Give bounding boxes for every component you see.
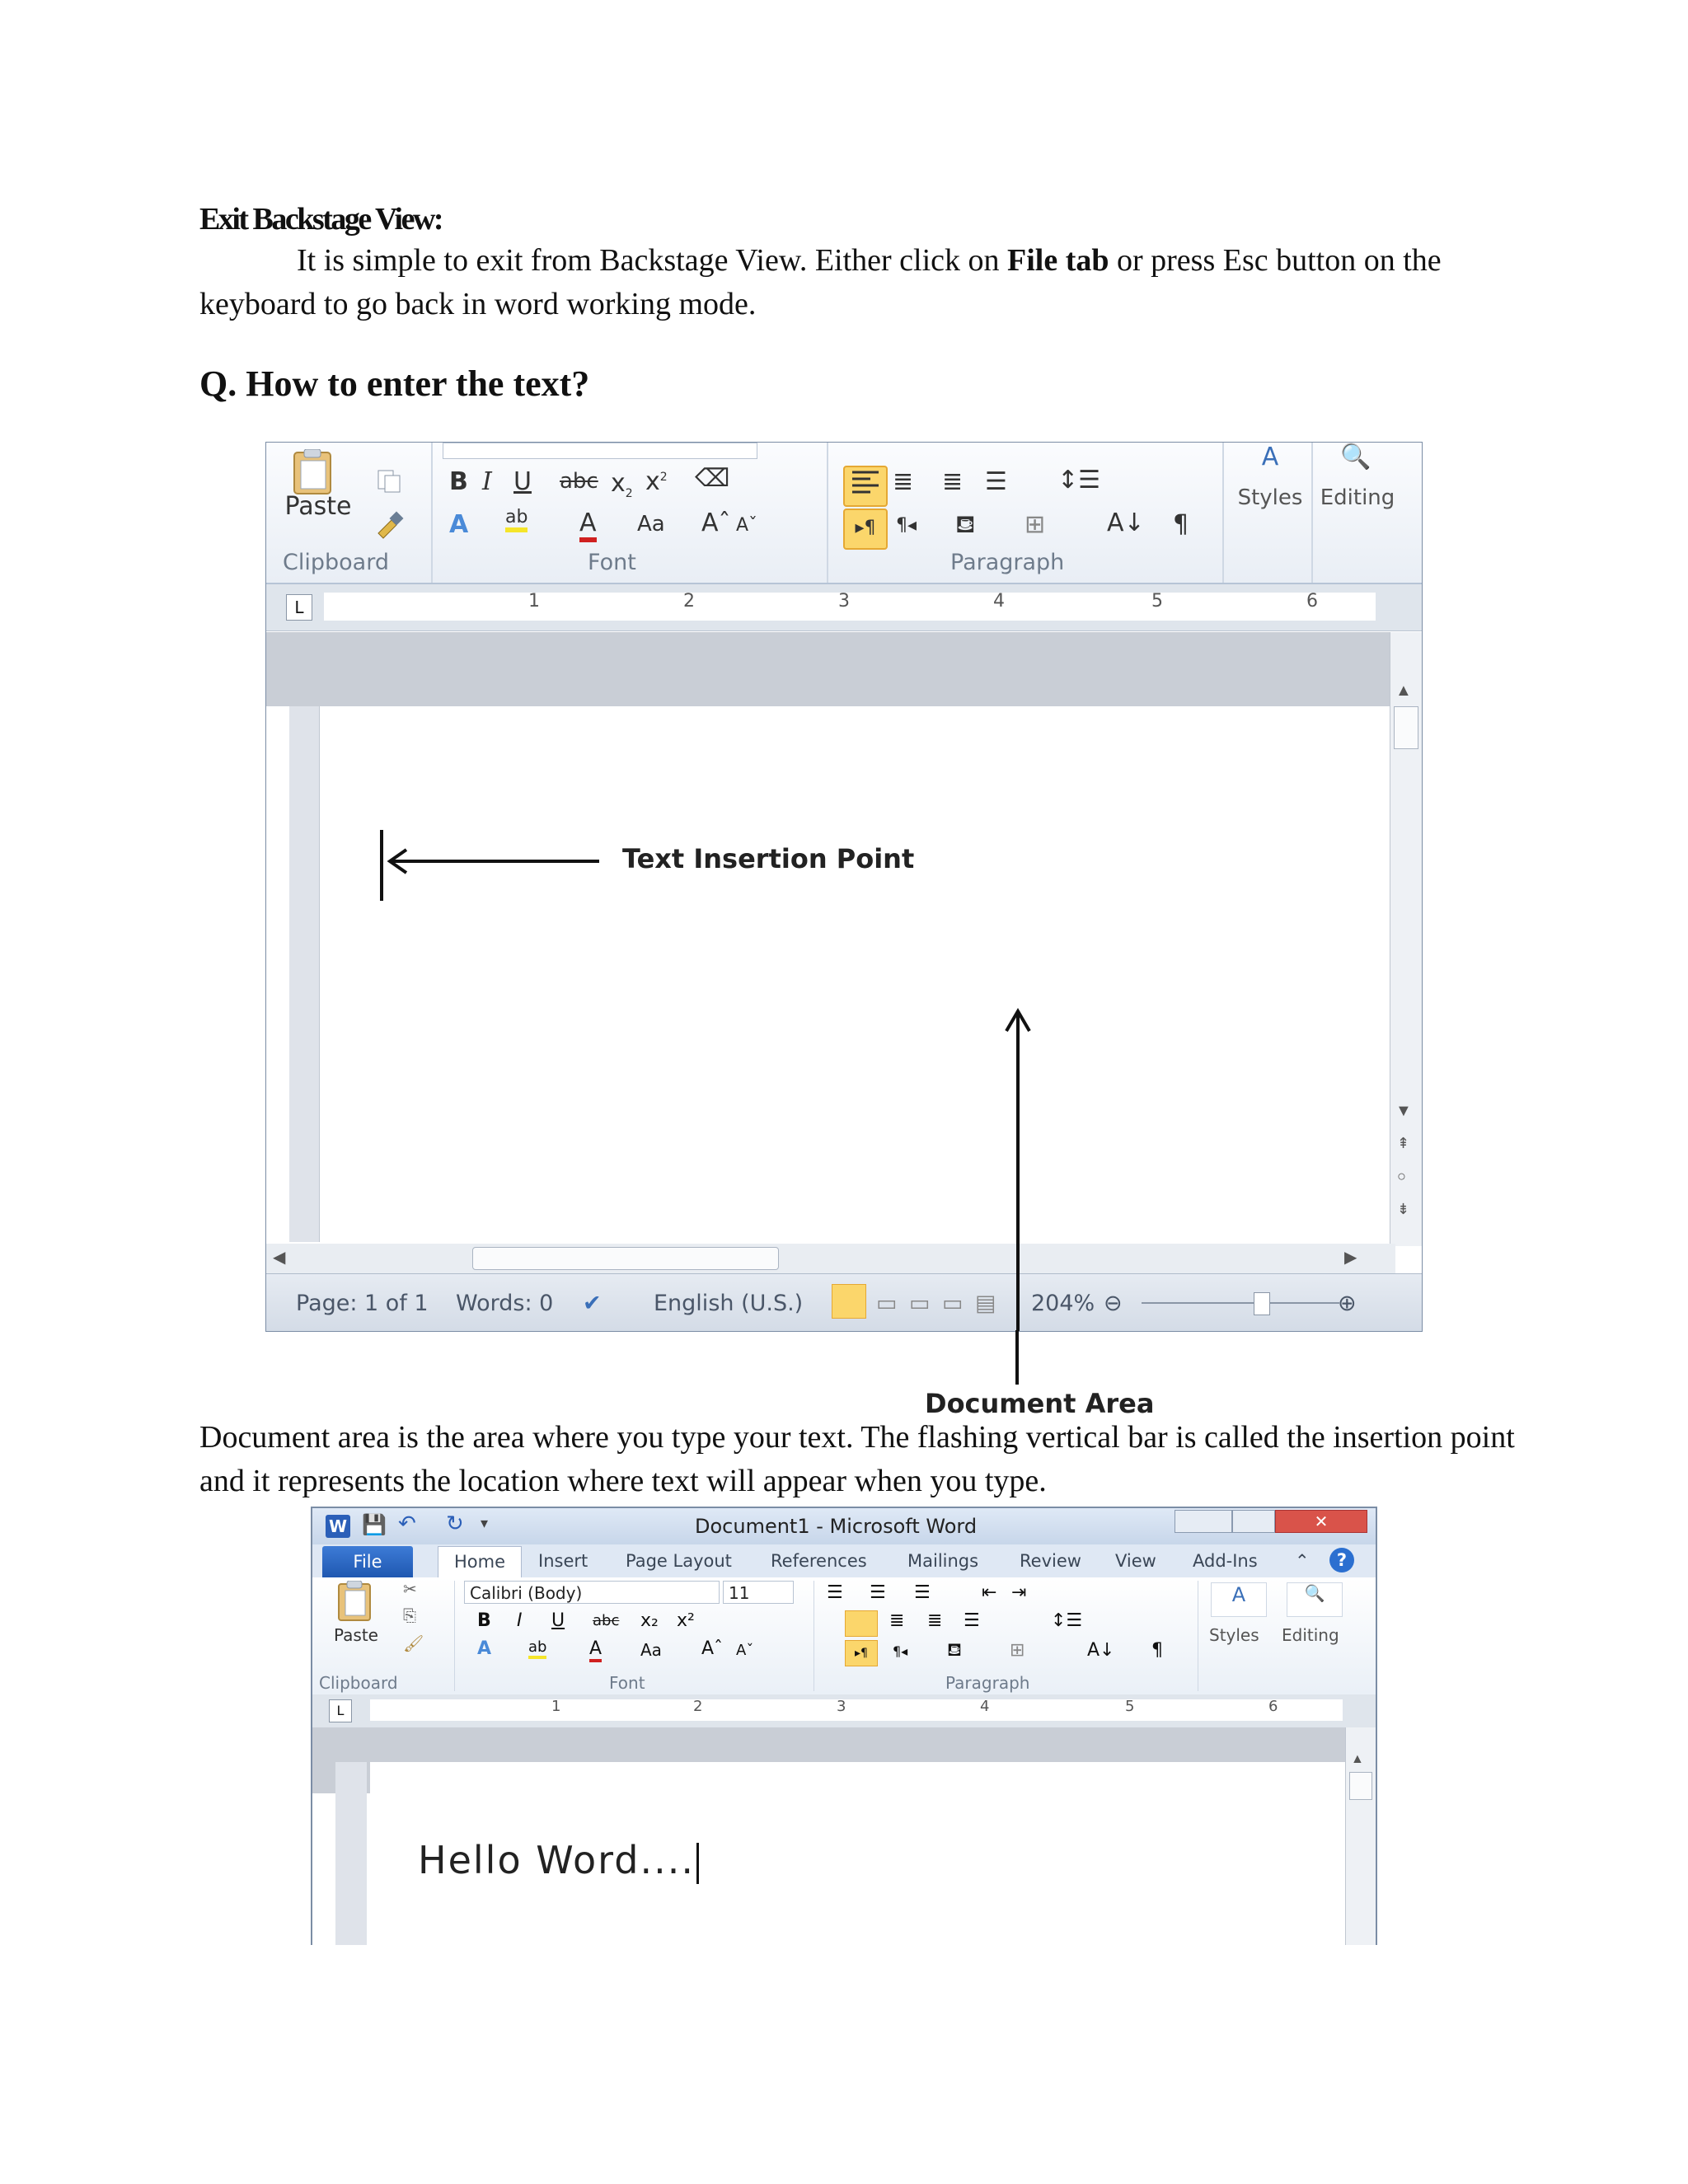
subscript-icon[interactable]: $x_2$ <box>611 469 633 500</box>
font-name-combobox[interactable]: Calibri (Body) <box>464 1581 720 1604</box>
ruler-number: 6 <box>1306 591 1318 612</box>
align-left-icon[interactable] <box>845 1610 878 1637</box>
copy-icon[interactable]: ⎘ <box>403 1605 416 1625</box>
full-screen-reading-icon[interactable]: ▭ <box>876 1291 898 1316</box>
status-zoom[interactable]: 204% <box>1031 1291 1095 1316</box>
underline-icon[interactable]: U <box>551 1610 565 1631</box>
decrease-indent-icon[interactable]: ⇤ <box>982 1582 997 1603</box>
zoom-out-icon[interactable]: ⊖ <box>1104 1291 1123 1316</box>
scroll-down-icon[interactable]: ▼ <box>1395 1102 1412 1120</box>
multilevel-list-icon[interactable]: ☰ <box>914 1582 931 1603</box>
find-icon[interactable]: 🔍 <box>1287 1582 1343 1617</box>
font-color-icon[interactable]: A <box>589 1638 602 1662</box>
increase-indent-icon[interactable]: ⇥ <box>1011 1582 1027 1603</box>
shrink-font-icon[interactable]: Aˇ <box>736 1642 754 1659</box>
subscript-icon[interactable]: x₂ <box>640 1610 659 1631</box>
group-label-font: Font <box>588 550 636 575</box>
scroll-up-icon[interactable]: ▲ <box>1395 682 1412 700</box>
paste-button-label[interactable]: Paste <box>284 492 352 521</box>
align-center-icon[interactable]: ≣ <box>889 1610 905 1631</box>
scroll-thumb[interactable] <box>1349 1772 1372 1800</box>
paste-button-label[interactable]: Paste <box>334 1625 378 1645</box>
ribbon-tabs <box>312 1544 1376 1577</box>
rtl-icon[interactable]: ¶◂ <box>893 1643 908 1659</box>
zoom-in-icon[interactable]: ⊕ <box>1338 1291 1357 1316</box>
ruler-number: 1 <box>528 591 540 612</box>
ruler-number: 2 <box>693 1698 703 1715</box>
tab-review[interactable]: Review <box>1020 1551 1081 1571</box>
line-spacing-icon[interactable]: ↕☰ <box>1057 466 1101 494</box>
line-spacing-icon[interactable]: ↕☰ <box>1051 1610 1083 1631</box>
underline-icon[interactable]: U <box>513 467 532 496</box>
horizontal-ruler[interactable] <box>312 1694 1376 1727</box>
rtl-icon[interactable]: ¶◂ <box>896 515 917 536</box>
change-case-icon[interactable]: Aa <box>640 1640 662 1660</box>
superscript-icon[interactable]: x² <box>677 1610 695 1631</box>
word-screenshot-document-area <box>265 442 1423 1332</box>
sort-icon[interactable]: A↓ <box>1087 1640 1115 1661</box>
vertical-ruler[interactable] <box>335 1762 367 1945</box>
customize-qat-icon[interactable]: ▾ <box>481 1515 489 1532</box>
clear-formatting-icon[interactable]: ⌫ <box>695 464 730 493</box>
change-case-icon[interactable]: Aa <box>637 512 665 537</box>
status-words[interactable]: Words: 0 <box>456 1291 554 1316</box>
grow-font-icon[interactable]: Aˆ <box>701 509 731 537</box>
typed-text[interactable] <box>418 1838 699 1884</box>
styles-icon[interactable]: A <box>1261 443 1279 471</box>
styles-button-label[interactable]: Styles <box>1209 1625 1259 1645</box>
borders-icon[interactable]: ⊞ <box>1025 510 1046 539</box>
editing-button-label[interactable]: Editing <box>1320 485 1395 510</box>
section-heading: Exit Backstage View: <box>199 202 443 237</box>
styles-button-label[interactable]: Styles <box>1237 485 1303 510</box>
tab-page-layout[interactable]: Page Layout <box>626 1551 732 1571</box>
superscript-icon[interactable]: $x^2$ <box>645 467 668 496</box>
show-hide-icon[interactable]: ¶ <box>1151 1640 1163 1661</box>
close-button[interactable]: ✕ <box>1275 1510 1367 1533</box>
ruler-number: 5 <box>1125 1698 1135 1715</box>
italic-icon[interactable]: I <box>482 467 492 496</box>
draft-icon[interactable]: ▤ <box>975 1291 996 1316</box>
typed-text-content: Hello Word.... <box>418 1838 695 1882</box>
cut-icon[interactable]: ✂ <box>403 1579 417 1599</box>
ruler-number: 4 <box>980 1698 990 1715</box>
ruler-number: 4 <box>993 591 1005 612</box>
ribbon-home <box>312 1577 1376 1695</box>
find-icon[interactable]: 🔍 <box>1340 443 1372 471</box>
align-right-icon[interactable]: ≣ <box>927 1610 943 1631</box>
font-size-combobox[interactable]: 11 <box>723 1581 794 1604</box>
show-hide-icon[interactable]: ¶ <box>1173 510 1189 539</box>
paragraph-exit-backstage <box>199 239 1485 326</box>
save-icon[interactable]: 💾 <box>362 1513 387 1536</box>
tab-add-ins[interactable]: Add-Ins <box>1193 1551 1258 1571</box>
ruler-number: 3 <box>838 591 850 612</box>
ltr-icon[interactable]: ▸¶ <box>843 509 888 550</box>
editing-button-label[interactable]: Editing <box>1282 1625 1339 1645</box>
align-center-icon[interactable]: ≣ <box>893 467 914 496</box>
highlight-icon[interactable]: ab <box>505 507 528 532</box>
tab-insert[interactable]: Insert <box>538 1551 588 1571</box>
word-logo-icon[interactable]: W <box>326 1515 350 1538</box>
strikethrough-icon[interactable]: abc <box>560 469 598 494</box>
align-right-icon[interactable]: ≣ <box>942 467 964 496</box>
outline-icon[interactable]: ▭ <box>942 1291 964 1316</box>
redo-icon[interactable]: ↻ <box>446 1511 464 1536</box>
bold-icon[interactable]: B <box>477 1610 491 1631</box>
tab-home[interactable]: Home <box>438 1546 522 1578</box>
tab-references[interactable]: References <box>771 1551 867 1571</box>
scroll-up-icon[interactable]: ▲ <box>1351 1752 1364 1766</box>
strikethrough-icon[interactable]: abc <box>593 1612 620 1629</box>
word-screenshot-typed-text <box>311 1507 1377 1945</box>
callout-text-insertion-point: Text Insertion Point <box>622 843 915 874</box>
bold-icon[interactable]: B <box>449 467 468 496</box>
styles-icon[interactable]: A <box>1211 1582 1267 1617</box>
borders-icon[interactable]: ⊞ <box>1010 1640 1025 1661</box>
group-label-clipboard: Clipboard <box>283 550 389 575</box>
question-heading: Q. How to enter the text? <box>199 363 590 404</box>
tab-view[interactable]: View <box>1115 1551 1156 1571</box>
tab-mailings[interactable]: Mailings <box>907 1551 979 1571</box>
callout-document-area: Document Area <box>925 1388 1155 1419</box>
vertical-scrollbar[interactable] <box>1345 1727 1376 1945</box>
group-label-font: Font <box>609 1673 645 1693</box>
bullets-icon[interactable]: ☰ <box>827 1582 843 1603</box>
shading-icon[interactable]: ⛾ <box>955 510 976 539</box>
text-effects-icon[interactable]: A <box>449 510 469 539</box>
format-painter-icon[interactable]: 🖌 <box>403 1633 424 1653</box>
tab-file[interactable]: File <box>322 1546 413 1577</box>
text-effects-icon[interactable]: A <box>477 1638 492 1659</box>
highlight-icon[interactable]: ab <box>528 1638 546 1659</box>
ruler-number: 2 <box>683 591 695 612</box>
undo-icon[interactable]: ↶ <box>398 1511 416 1536</box>
minimize-ribbon-icon[interactable]: ⌃ <box>1295 1551 1310 1571</box>
grow-font-icon[interactable]: Aˆ <box>701 1638 724 1659</box>
group-label-clipboard: Clipboard <box>319 1673 398 1693</box>
previous-page-icon[interactable]: ⇞ <box>1397 1135 1410 1151</box>
ruler-number: 6 <box>1268 1698 1278 1715</box>
paragraph-text-a: It is simple to exit from Backstage View. Either click on <box>297 243 1008 278</box>
window-title: Document1 - Microsoft Word <box>695 1515 978 1538</box>
scroll-right-icon[interactable]: ▶ <box>1344 1249 1357 1267</box>
justify-icon[interactable]: ☰ <box>985 467 1007 496</box>
next-page-icon[interactable]: ⇟ <box>1397 1201 1410 1217</box>
tab-selector-icon[interactable]: L <box>329 1699 352 1722</box>
ltr-icon[interactable]: ▸¶ <box>845 1640 878 1666</box>
status-page[interactable]: Page: 1 of 1 <box>296 1291 429 1316</box>
browse-object-icon[interactable]: ○ <box>1397 1168 1406 1184</box>
maximize-button[interactable] <box>1232 1510 1275 1533</box>
status-language[interactable]: English (U.S.) <box>654 1291 804 1316</box>
minimize-button[interactable] <box>1175 1510 1232 1533</box>
justify-icon[interactable]: ☰ <box>964 1610 980 1631</box>
help-icon[interactable]: ? <box>1329 1548 1354 1572</box>
font-color-icon[interactable]: A <box>579 509 597 542</box>
scroll-left-icon[interactable]: ◀ <box>273 1249 286 1267</box>
ruler-number: 5 <box>1151 591 1163 612</box>
web-layout-icon[interactable]: ▭ <box>909 1291 931 1316</box>
group-label-paragraph: Paragraph <box>950 550 1065 575</box>
tab-selector-icon[interactable]: L <box>286 594 312 621</box>
ruler-number: 1 <box>551 1698 561 1715</box>
italic-icon[interactable]: I <box>517 1610 523 1631</box>
paragraph-text-b: or press Esc button on the keyboard to go back in word working mode. <box>199 243 1442 321</box>
proofing-icon[interactable]: ✔ <box>583 1291 602 1316</box>
ruler-number: 3 <box>837 1698 846 1715</box>
numbering-icon[interactable]: ☰ <box>870 1582 886 1603</box>
group-label-paragraph: Paragraph <box>945 1673 1030 1693</box>
title-bar <box>312 1508 1376 1544</box>
paragraph-bold-file-tab: File tab <box>1007 243 1109 278</box>
paste-icon[interactable] <box>334 1581 380 1622</box>
shrink-font-icon[interactable]: Aˇ <box>736 515 758 536</box>
sort-icon[interactable]: A↓ <box>1107 509 1145 537</box>
shading-icon[interactable]: ⛾ <box>947 1640 962 1661</box>
insertion-point-cursor <box>696 1843 699 1884</box>
paragraph-document-area: Document area is the area where you type your text. The flashing vertical bar is called the insertion point and it represents the location where text will appear when you type. <box>199 1420 1515 1498</box>
